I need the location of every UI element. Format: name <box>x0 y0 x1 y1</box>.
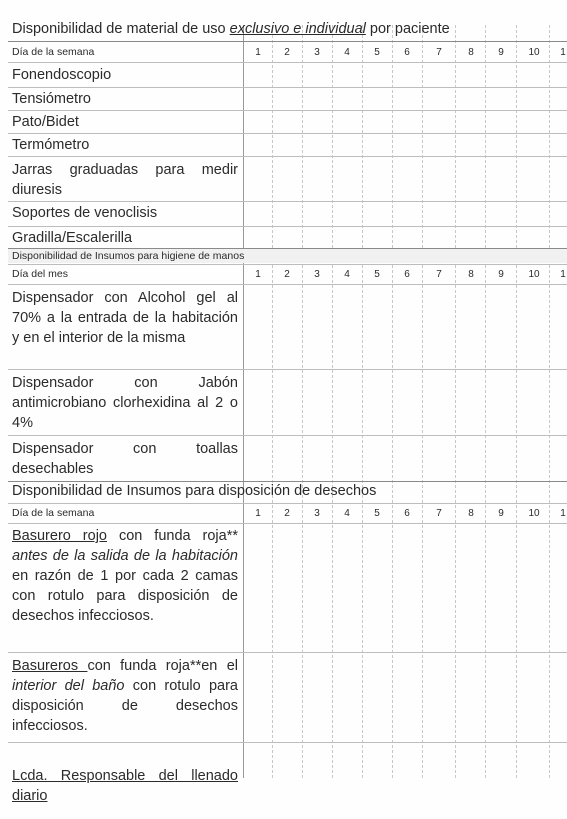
item-basureros-bano <box>12 656 238 736</box>
item-toallas: Dispensador con toallas desechables <box>12 441 238 477</box>
day-number: 2 <box>284 269 290 280</box>
header-label-weekday: Día de la semana <box>12 46 95 58</box>
row-divider <box>8 284 567 285</box>
item-term: Basurero rojo <box>12 528 107 544</box>
grid-line <box>243 25 244 778</box>
row-divider <box>8 264 567 265</box>
item-basurero-rojo <box>12 526 238 626</box>
item-tensiometro: Tensiómetro <box>12 91 91 107</box>
day-number: 6 <box>404 47 410 58</box>
day-number: 4 <box>344 269 350 280</box>
section-title-waste: Disponibilidad de Insumos para disposición de desechos <box>12 483 377 499</box>
section-title-hand-hygiene: Disponibilidad de Insumos para higiene de manos <box>12 250 245 262</box>
day-number: 1 <box>255 47 261 58</box>
header-label-weekday: Día de la semana <box>12 507 95 519</box>
grid-line <box>302 25 303 778</box>
item-text: con rotulo para disposición de desechos infecciosos. <box>12 678 238 734</box>
day-number: 9 <box>498 47 504 58</box>
day-number: 9 <box>498 508 504 519</box>
day-number: 4 <box>344 47 350 58</box>
item-text: en razón de 1 por cada 2 camas con rotulo para disposición de desechos infecciosos. <box>12 568 238 624</box>
day-number: 8 <box>468 508 474 519</box>
day-number: 8 <box>468 269 474 280</box>
day-number: 10 <box>528 269 540 280</box>
section-title-text: por paciente <box>365 21 450 37</box>
row-divider <box>8 503 567 504</box>
day-number: 5 <box>374 508 380 519</box>
day-number: 10 <box>528 47 540 58</box>
row-divider <box>8 435 567 436</box>
section-title-material <box>12 21 450 37</box>
grid-line <box>392 25 393 778</box>
item-soportes-venoclisis: Soportes de venoclisis <box>12 205 158 221</box>
row-divider <box>8 481 567 482</box>
grid-line <box>516 25 517 778</box>
day-number: 1 <box>560 508 566 519</box>
day-number: 1 <box>560 269 566 280</box>
row-divider <box>8 523 567 524</box>
day-number: 10 <box>528 508 540 519</box>
day-number: 3 <box>314 508 320 519</box>
day-number: 6 <box>404 269 410 280</box>
grid-line <box>485 25 486 778</box>
day-number: 1 <box>560 47 566 58</box>
day-number: 3 <box>314 47 320 58</box>
day-number: 1 <box>255 269 261 280</box>
section-title-emphasis: exclusivo e individual <box>229 21 366 37</box>
grid-line <box>272 25 273 778</box>
day-number: 7 <box>436 508 442 519</box>
day-number: 7 <box>436 269 442 280</box>
row-divider <box>8 62 567 63</box>
grid-line <box>332 25 333 778</box>
row-divider <box>8 226 567 227</box>
day-number: 9 <box>498 269 504 280</box>
item-jabon-antimicrobiano: Dispensador con Jabón antimicrobiano clorhexidina al 2 o 4% <box>12 375 238 431</box>
day-number: 5 <box>374 269 380 280</box>
day-number: 5 <box>374 47 380 58</box>
grid-line <box>362 25 363 778</box>
item-text: con funda roja**en el <box>87 658 238 674</box>
header-label-month-day: Día del mes <box>12 268 69 280</box>
grid-line <box>455 25 456 778</box>
day-number: 8 <box>468 47 474 58</box>
item-jarras-graduadas: Jarras graduadas para medir diuresis <box>12 162 238 198</box>
item-gradilla: Gradilla/Escalerilla <box>12 230 133 246</box>
item-termometro: Termómetro <box>12 137 90 153</box>
section-title-text: Disponibilidad de material de uso <box>12 21 230 37</box>
signature-label: Lcda. Responsable del llenado diario <box>12 768 238 804</box>
item-emphasis: antes de la salida de la habitación <box>12 548 238 564</box>
item-text: con funda roja** <box>106 528 238 544</box>
item-fonendoscopio: Fonendoscopio <box>12 67 112 83</box>
item-pato-bidet: Pato/Bidet <box>12 114 79 130</box>
day-number: 7 <box>436 47 442 58</box>
day-number: 2 <box>284 508 290 519</box>
row-divider <box>8 652 567 653</box>
row-divider <box>8 369 567 370</box>
day-number: 2 <box>284 47 290 58</box>
day-number: 6 <box>404 508 410 519</box>
row-divider <box>8 41 567 42</box>
day-number: 4 <box>344 508 350 519</box>
row-divider <box>8 156 567 157</box>
grid-line <box>422 25 423 778</box>
row-divider <box>8 133 567 134</box>
day-number: 1 <box>255 508 261 519</box>
item-term: Basureros <box>12 658 88 674</box>
item-alcohol-gel: Dispensador con Alcohol gel al 70% a la entrada de la habitación y en el interior de la misma <box>12 290 238 346</box>
row-divider <box>8 110 567 111</box>
row-divider <box>8 742 567 743</box>
item-emphasis: interior del baño <box>12 678 125 694</box>
row-divider <box>8 87 567 88</box>
row-divider <box>8 201 567 202</box>
grid-line <box>549 25 550 778</box>
day-number: 3 <box>314 269 320 280</box>
